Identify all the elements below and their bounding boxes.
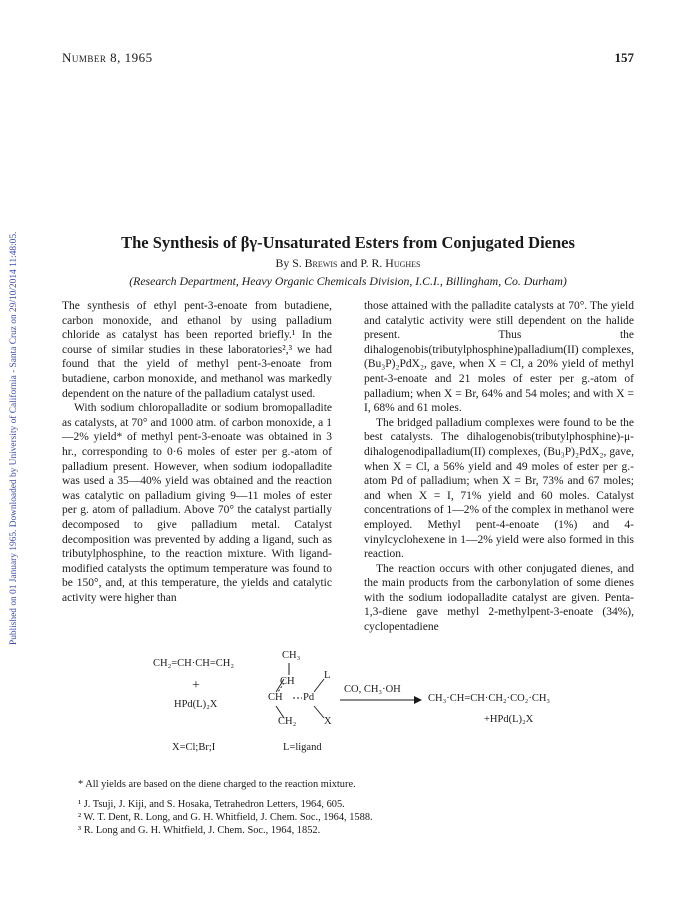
- paragraph: The bridged palladium complexes were found to be the best catalysts. The dihalogenobis(tributylphosphine)-μ-dihalogenodipalladium(II) complexes, (Bu₃P)₂PdX₂, gave, when X = Cl, a 56% yield and 49 moles of ester per g.-atom Pd of palladium; when X = Br, 73% and 67 moles; and when X = I, 71% yield and 60 moles. Catalyst concentrations of 1—2% of the complex in methanol were employed. Methyl pent-4-enoate (1%) and 4-vinylcyclohexene in 1—2% yield were also formed in this reaction.: [364, 416, 634, 561]
- methylene-group: CH₂: [278, 716, 297, 727]
- arrow-head: [414, 696, 422, 704]
- paragraph: The synthesis of ethyl pent-3-enoate from butadiene, carbon monoxide, and ethanol by using palladium chloride as catalyst has been reported briefly.¹ In the course of similar studies in these laboratories²,³ we had found that the yield of methyl pent-3-enoate from butadiene, carbon monoxide, and methanol was markedly dependent on the nature of the palladium catalyst used.: [62, 300, 332, 400]
- authors-conjunction: and: [340, 256, 358, 270]
- footnotes: [78, 778, 656, 837]
- author-2: P. R. Hughes: [360, 256, 421, 270]
- running-header: [62, 50, 634, 68]
- reaction-scheme: [150, 648, 610, 756]
- journal-issue: Number 8, 1965: [62, 50, 153, 65]
- author-1: S. Brewis: [292, 256, 338, 270]
- plus-sign: +: [192, 678, 200, 693]
- ch-pd-group: CH: [268, 692, 283, 703]
- download-watermark-text: Published on 01 January 1965. Downloaded by University of California - Santa Cruz on 29/10/2014 11:48:05.: [9, 231, 19, 645]
- body-column-left: [62, 299, 332, 605]
- paragraph: those attained with the palladite catalysts at 70°. The yield and catalytic activity were still dependent on the halide present. Thus the dihalogenobis(tributylphosphine)palladium(II) complexes, (Bu₃P)₂PdX₂, gave, when X = Cl, a 20% yield of methyl pent-3-enoate and 21 moles of ester per g.-atom of palladium; when X = Br, 64% and 54 moles; and with X = I, 68% and 61 moles.: [364, 300, 634, 415]
- byproduct: +HPd(L)₂X: [484, 714, 534, 725]
- reference-3: ³ R. Long and G. H. Whitfield, J. Chem. Soc., 1964, 1852.: [78, 825, 321, 836]
- authors-prefix: By: [275, 256, 290, 270]
- author-line: [40, 256, 656, 271]
- page-number: 157: [614, 50, 634, 65]
- ester-product: CH₃·CH=CH·CH₂·CO₂·CH₃: [428, 693, 551, 704]
- ligand-definition: L=ligand: [283, 742, 322, 753]
- diene-formula: CH₂=CH·CH=CH₂: [153, 658, 235, 669]
- halide-definition: X=Cl;Br;I: [172, 742, 216, 753]
- palladium-atom: Pd: [303, 692, 315, 703]
- yield-footnote: * All yields are based on the diene charged to the reaction mixture.: [78, 779, 356, 790]
- paragraph: The reaction occurs with other conjugated dienes, and the main products from the carbonylation of some dienes with the sodium iodopalladite catalyst are given. Penta-1,3-diene gave methyl 2-methylpent-3-enoate (34%), cyclopentadiene: [364, 562, 634, 634]
- reference-1: ¹ J. Tsuji, J. Kiji, and S. Hosaka, Tetrahedron Letters, 1964, 605.: [78, 799, 345, 810]
- bond-line: [314, 706, 324, 718]
- reaction-conditions: CO, CH₃·OH: [344, 684, 401, 695]
- download-watermark: [0, 85, 18, 645]
- halide-symbol: X: [324, 716, 332, 727]
- affiliation: (Research Department, Heavy Organic Chemicals Division, I.C.I., Billingham, Co. Durham): [129, 274, 567, 288]
- ligand-symbol: L: [324, 670, 331, 681]
- bond-line: [314, 679, 324, 692]
- ch-group: CH: [280, 676, 295, 687]
- pd-reagent: HPd(L)₂X: [174, 699, 218, 710]
- methyl-group: CH₃: [282, 650, 301, 661]
- reference-2: ² W. T. Dent, R. Long, and G. H. Whitfield, J. Chem. Soc., 1964, 1588.: [78, 812, 373, 823]
- body-column-right: [364, 299, 634, 635]
- article-title: The Synthesis of βγ-Unsaturated Esters from Conjugated Dienes: [121, 233, 575, 252]
- paragraph: With sodium chloropalladite or sodium bromopalladite as catalysts, at 70° and 1000 atm. of carbon monoxide, a 1—2% yield* of methyl pent-3-enoate was obtained in 3 hr., corresponding to 0·6 moles of ester per g.-atom of palladium present. However, when sodium iodopalladite was used a 35—40% yield was obtained and the reaction was catalytic on palladium giving 9—11 moles of ester per g. atom of palladium. Above 70° the catalyst partially decomposed to give palladium metal. Catalyst decomposition was prevented by adding a ligand, such as tributylphosphine, to the reaction mixture. With ligand-modified catalysts the optimum temperature was found to be 150°, and, at this temperature, the yields and catalytic activity were higher than: [62, 402, 332, 604]
